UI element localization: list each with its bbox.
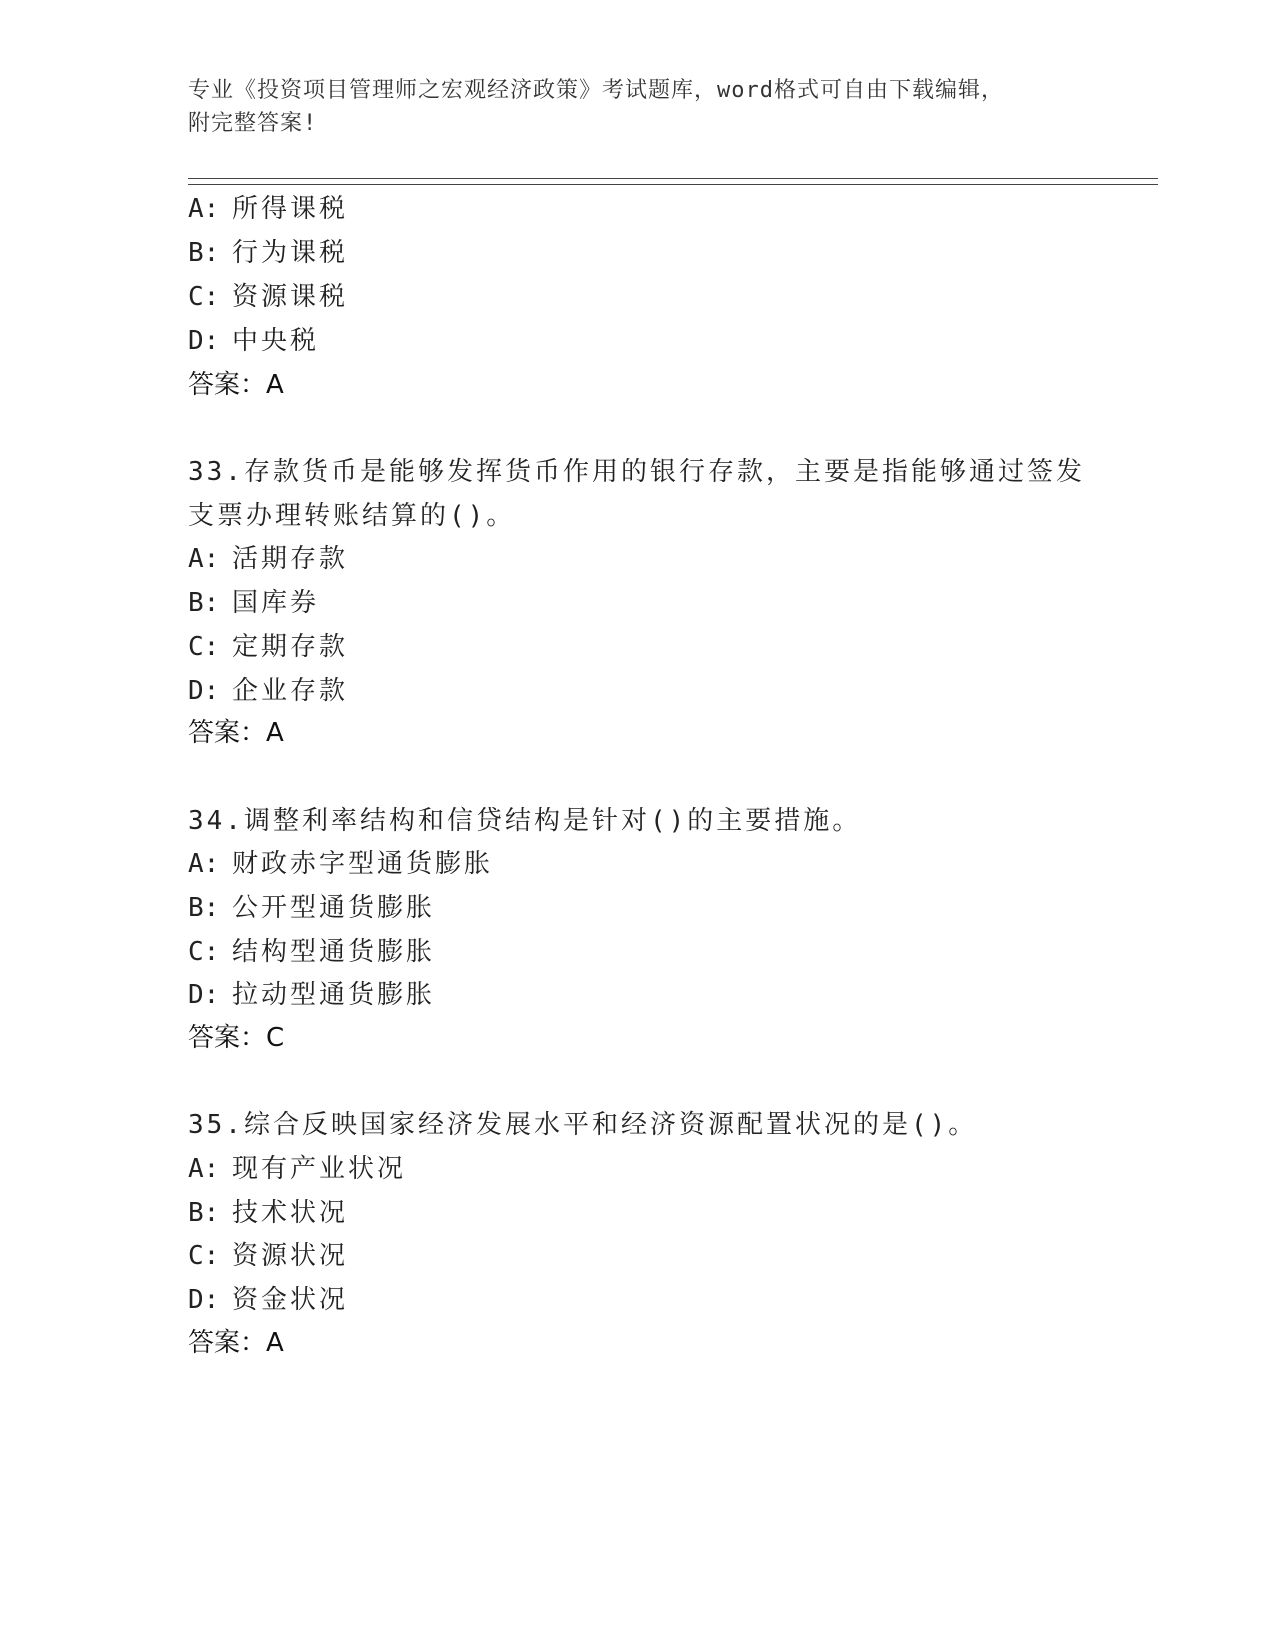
q35-stem-line-1: 35.综合反映国家经济发展水平和经济资源配置状况的是()。: [188, 1110, 978, 1140]
q34-option-c: C: 结构型通货膨胀: [188, 937, 436, 967]
q34-option-a: A: 财政赤字型通货膨胀: [188, 849, 494, 879]
q33-answer: 答案：A: [188, 718, 284, 748]
q33-option-b: B: 国库券: [188, 588, 320, 618]
q32-option-d: D: 中央税: [188, 326, 320, 356]
q35-answer: 答案：A: [188, 1328, 284, 1358]
q34-option-d: D: 拉动型通货膨胀: [188, 980, 436, 1010]
q33-option-a: A: 活期存款: [188, 544, 349, 574]
q33-stem-line-2: 支票办理转账结算的()。: [188, 501, 516, 531]
document-header: [188, 74, 1088, 140]
q32-answer: 答案：A: [188, 370, 284, 400]
header-divider: [188, 178, 1158, 185]
q32-option-c: C: 资源课税: [188, 282, 349, 312]
q35-option-c: C: 资源状况: [188, 1241, 349, 1271]
header-line-1: 专业《投资项目管理师之宏观经济政策》考试题库，word格式可自由下载编辑，: [188, 78, 1004, 103]
q33-option-c: C: 定期存款: [188, 632, 349, 662]
q35-option-d: D: 资金状况: [188, 1285, 349, 1315]
q34-answer: 答案：C: [188, 1023, 285, 1053]
q35-option-b: B: 技术状况: [188, 1198, 349, 1228]
q35-option-a: A: 现有产业状况: [188, 1154, 407, 1184]
q34-option-b: B: 公开型通货膨胀: [188, 893, 436, 923]
q33-option-d: D: 企业存款: [188, 676, 349, 706]
q32-option-a: A: 所得课税: [188, 194, 349, 224]
q32-option-b: B: 行为课税: [188, 238, 349, 268]
q34-stem-line-1: 34.调整利率结构和信贷结构是针对()的主要措施。: [188, 806, 862, 836]
q33-stem-line-1: 33.存款货币是能够发挥货币作用的银行存款，主要是指能够通过签发: [188, 457, 1085, 487]
header-line-2: 附完整答案!: [188, 111, 318, 136]
